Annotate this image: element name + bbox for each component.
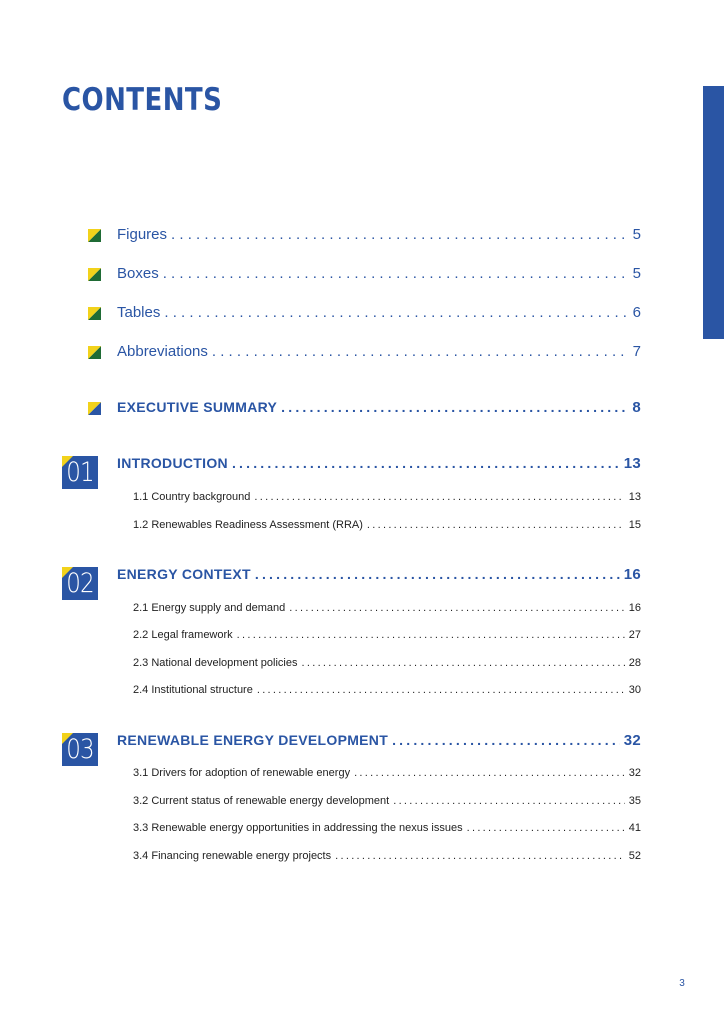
section-page: 28 xyxy=(628,657,641,669)
toc-chapter-energy-context[interactable] xyxy=(117,566,641,586)
section-label: 1.2 Renewables Readiness Assessment (RRA) xyxy=(133,519,363,531)
section-page: 30 xyxy=(628,684,641,696)
section-label: 2.2 Legal framework xyxy=(133,629,233,641)
dot-leader xyxy=(354,767,625,779)
dot-leader xyxy=(467,822,625,834)
toc-entry-label: Abbreviations xyxy=(117,343,208,360)
toc-entry-label: Boxes xyxy=(117,265,159,282)
triangle-marker-icon xyxy=(88,268,101,281)
toc-entry-page: 5 xyxy=(632,226,641,243)
triangle-marker-icon xyxy=(88,307,101,320)
chapter-number: 01 xyxy=(66,457,94,488)
section-label: 2.3 National development policies xyxy=(133,657,298,669)
toc-section-3-3[interactable] xyxy=(133,822,641,842)
triangle-marker-icon xyxy=(88,402,101,415)
toc-entry-figures[interactable] xyxy=(117,226,641,246)
dot-leader xyxy=(289,602,624,614)
dot-leader xyxy=(232,455,620,471)
triangle-marker-icon xyxy=(88,346,101,359)
toc-chapter-renewable-energy-development[interactable] xyxy=(117,732,641,752)
toc-entry-executive-summary[interactable] xyxy=(117,399,641,419)
toc-section-3-2[interactable] xyxy=(133,795,641,815)
section-page: 35 xyxy=(628,795,641,807)
section-label: 3.1 Drivers for adoption of renewable energy xyxy=(133,767,351,779)
toc-entry-page: 6 xyxy=(632,304,641,321)
toc-entry-abbreviations[interactable] xyxy=(117,343,641,363)
toc-section-3-4[interactable] xyxy=(133,850,641,870)
page-number: 3 xyxy=(679,978,685,989)
chapter-title: INTRODUCTION xyxy=(117,455,228,471)
page-title: CONTENTS xyxy=(62,82,223,118)
toc-entry-tables[interactable] xyxy=(117,304,641,324)
section-label: 3.3 Renewable energy opportunities in addressing the nexus issues xyxy=(133,822,463,834)
section-label: 3.4 Financing renewable energy projects xyxy=(133,850,332,862)
toc-section-1-1[interactable] xyxy=(133,491,641,511)
toc-entry-label: EXECUTIVE SUMMARY xyxy=(117,399,278,415)
dot-leader xyxy=(302,657,625,669)
chapter-number-badge xyxy=(62,567,98,600)
dot-leader xyxy=(392,732,620,748)
toc-section-2-1[interactable] xyxy=(133,602,641,622)
dot-leader xyxy=(335,850,625,862)
dot-leader xyxy=(367,519,625,531)
section-page: 27 xyxy=(628,629,641,641)
chapter-number-badge xyxy=(62,456,98,489)
chapter-number-badge xyxy=(62,733,98,766)
section-page: 15 xyxy=(628,519,641,531)
section-page: 52 xyxy=(628,850,641,862)
section-label: 2.4 Institutional structure xyxy=(133,684,253,696)
dot-leader xyxy=(257,684,625,696)
chapter-page: 32 xyxy=(623,732,641,749)
section-page: 16 xyxy=(628,602,641,614)
chapter-page: 13 xyxy=(623,455,641,472)
section-page: 32 xyxy=(628,767,641,779)
toc-entry-page: 7 xyxy=(632,343,641,360)
dot-leader xyxy=(281,399,628,415)
toc-section-2-2[interactable] xyxy=(133,629,641,649)
chapter-title: RENEWABLE ENERGY DEVELOPMENT xyxy=(117,732,389,748)
chapter-number: 03 xyxy=(66,734,94,765)
section-label: 2.1 Energy supply and demand xyxy=(133,602,286,614)
toc-section-3-1[interactable] xyxy=(133,767,641,787)
toc-entry-page: 5 xyxy=(632,265,641,282)
section-label: 3.2 Current status of renewable energy development xyxy=(133,795,390,807)
dot-leader xyxy=(212,343,629,360)
dot-leader xyxy=(255,566,620,582)
dot-leader xyxy=(254,491,624,503)
toc-entry-page: 8 xyxy=(632,399,641,416)
chapter-page: 16 xyxy=(623,566,641,583)
triangle-marker-icon xyxy=(88,229,101,242)
section-page: 13 xyxy=(628,491,641,503)
toc-section-2-3[interactable] xyxy=(133,657,641,677)
toc-entry-label: Tables xyxy=(117,304,161,321)
toc-section-1-2[interactable] xyxy=(133,519,641,539)
toc-section-2-4[interactable] xyxy=(133,684,641,704)
chapter-number: 02 xyxy=(66,568,94,599)
chapter-title: ENERGY CONTEXT xyxy=(117,566,251,582)
section-page: 41 xyxy=(628,822,641,834)
dot-leader xyxy=(237,629,625,641)
section-label: 1.1 Country background xyxy=(133,491,251,503)
dot-leader xyxy=(163,265,629,282)
toc-chapter-introduction[interactable] xyxy=(117,455,641,475)
toc-entry-boxes[interactable] xyxy=(117,265,641,285)
dot-leader xyxy=(171,226,629,243)
dot-leader xyxy=(164,304,628,321)
side-tab-marker xyxy=(703,86,724,339)
dot-leader xyxy=(393,795,625,807)
toc-entry-label: Figures xyxy=(117,226,168,243)
